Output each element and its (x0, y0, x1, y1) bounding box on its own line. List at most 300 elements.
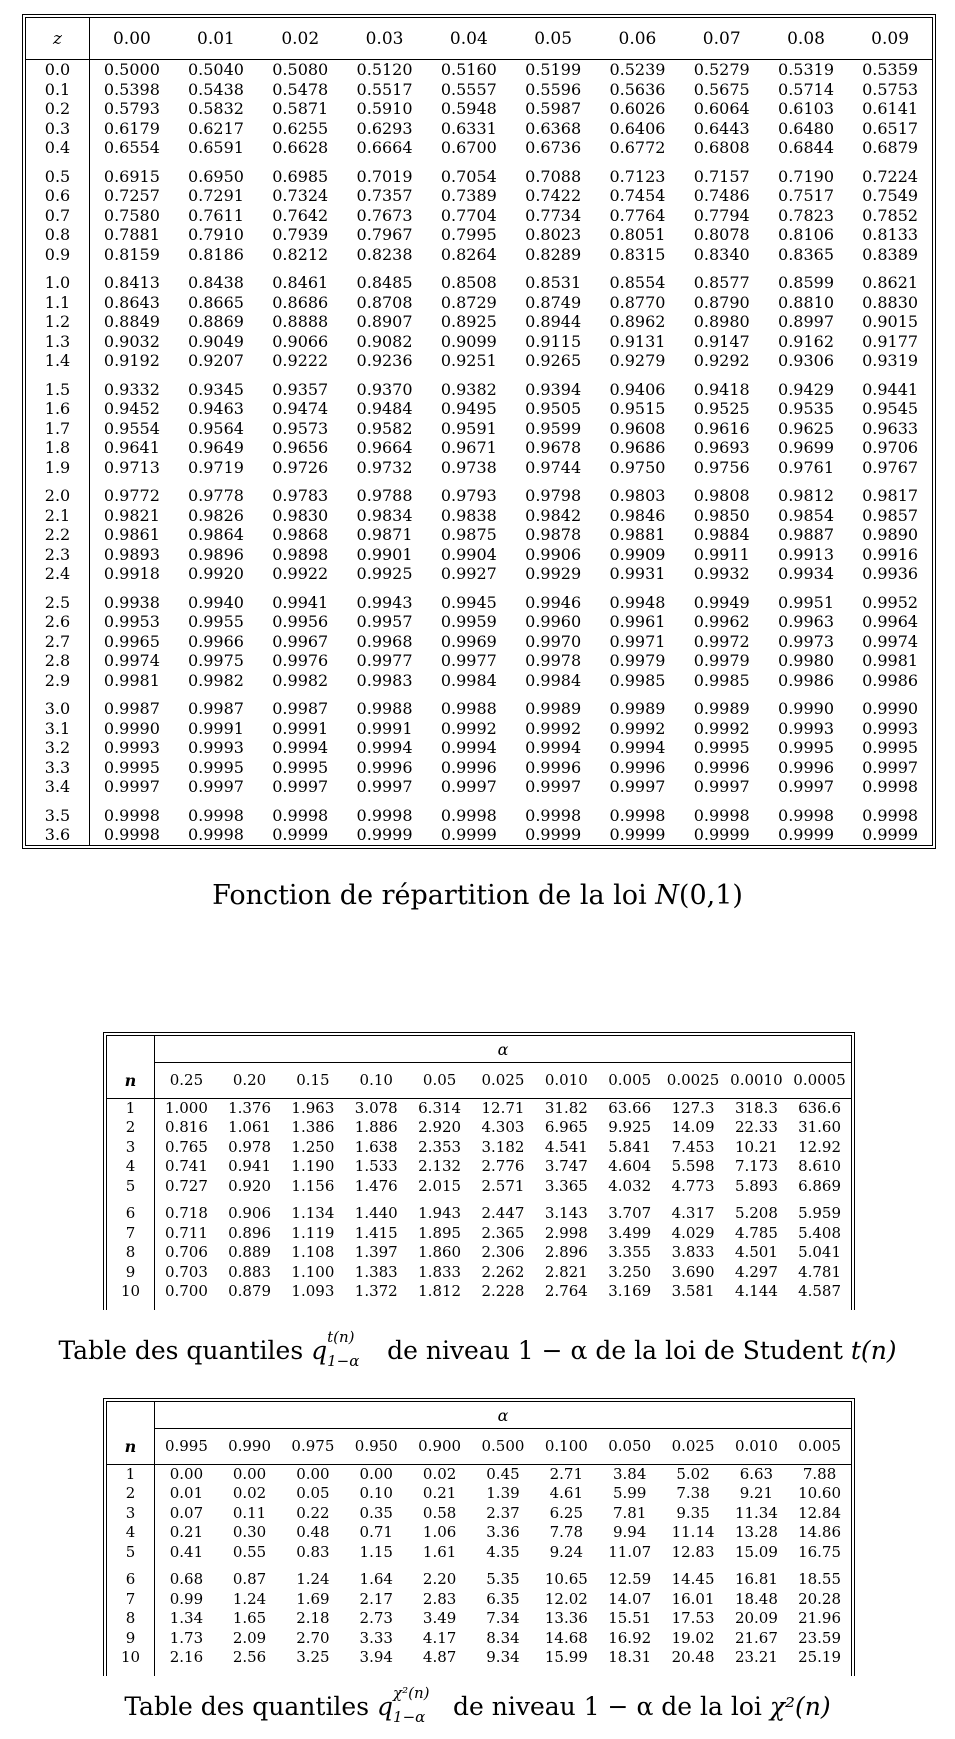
value-cell: 0.9484 (356, 399, 413, 418)
value-cell: 2.56 (232, 1648, 267, 1666)
value-cell: 0.700 (164, 1282, 208, 1300)
value-cell: 0.01 (169, 1484, 204, 1502)
value-cell: 0.9525 (693, 399, 750, 418)
value-cell: 0.7389 (440, 186, 497, 205)
quantile-superscript: t(n) (327, 1327, 355, 1346)
value-cell: 0.8315 (609, 244, 666, 264)
value-cell: 0.9985 (693, 670, 750, 690)
row-header: 1 (107, 1464, 155, 1484)
row-header: 0.6 (26, 186, 90, 206)
value-cell: 0.9997 (356, 777, 413, 796)
value-cell: 4.303 (481, 1118, 525, 1136)
column-header: 0.010 (725, 1429, 788, 1465)
table-row (26, 806, 933, 826)
value-cell: 16.75 (798, 1542, 842, 1561)
value-cell: 0.9997 (778, 777, 835, 796)
value-cell: 0.9857 (862, 505, 919, 525)
value-cell: 2.365 (481, 1223, 525, 1242)
value-cell: 0.5832 (187, 99, 244, 118)
value-cell: 1.383 (354, 1262, 398, 1281)
value-cell: 0.9394 (525, 379, 582, 399)
value-cell: 1.134 (291, 1204, 335, 1222)
group-gap (26, 264, 933, 273)
normal-table-wrapper (22, 14, 936, 849)
value-cell: 4.781 (798, 1262, 842, 1281)
value-cell: 0.9997 (272, 777, 329, 796)
value-cell: 0.8389 (862, 244, 919, 264)
table-row (26, 758, 933, 778)
value-cell: 0.9994 (356, 738, 413, 757)
value-cell: 15.09 (734, 1542, 778, 1561)
value-cell: 0.87 (232, 1570, 267, 1588)
value-cell: 11.34 (734, 1503, 778, 1522)
value-cell: 7.453 (671, 1137, 715, 1156)
value-cell: 13.28 (734, 1523, 778, 1541)
value-cell: 19.02 (671, 1628, 715, 1647)
value-cell: 1.440 (354, 1204, 398, 1222)
quantile-subscript: 1−α (393, 1708, 426, 1727)
value-cell: 1.886 (354, 1118, 398, 1136)
value-cell: 4.773 (671, 1176, 715, 1195)
value-cell: 0.9962 (693, 612, 750, 631)
value-cell: 1.000 (164, 1098, 208, 1117)
table-row (26, 167, 933, 187)
value-cell: 18.48 (734, 1589, 778, 1608)
value-cell: 0.816 (164, 1118, 208, 1136)
caption-math: χ²(n) (769, 1692, 831, 1721)
value-cell: 0.9998 (187, 805, 244, 825)
value-cell: 0.6808 (693, 138, 750, 157)
value-cell: 0.920 (228, 1176, 272, 1195)
table-row (107, 1523, 852, 1543)
value-cell: 0.9906 (525, 544, 582, 564)
value-cell: 12.83 (671, 1542, 715, 1561)
value-cell: 25.19 (798, 1648, 842, 1666)
value-cell: 0.879 (228, 1282, 272, 1300)
value-cell: 18.55 (798, 1570, 842, 1588)
value-cell: 0.9495 (440, 399, 497, 418)
value-cell: 0.9996 (356, 757, 413, 777)
column-header: 0.500 (471, 1429, 534, 1465)
quantile-superscript: χ²(n) (393, 1683, 430, 1702)
value-cell: 5.959 (798, 1204, 842, 1222)
column-header: 0.25 (155, 1063, 218, 1099)
row-header: 3.0 (26, 699, 90, 719)
value-cell: 0.9719 (187, 457, 244, 477)
value-cell: 0.7995 (440, 225, 497, 244)
value-cell: 0.6480 (778, 118, 835, 138)
value-cell: 2.17 (359, 1589, 393, 1608)
normal-law-symbol: N(0,1) (655, 880, 743, 911)
value-cell: 1.73 (169, 1628, 204, 1647)
value-cell: 2.353 (418, 1137, 462, 1156)
column-header: 0.07 (680, 18, 764, 60)
value-cell: 14.86 (798, 1523, 842, 1541)
value-cell: 0.7734 (525, 205, 582, 225)
student-table-caption (0, 1327, 955, 1371)
value-cell: 0.9995 (778, 738, 835, 757)
value-cell: 0.9979 (693, 651, 750, 670)
row-header: 4 (107, 1523, 155, 1543)
value-cell: 0.9793 (440, 486, 497, 505)
table-row (107, 1177, 852, 1197)
value-cell: 0.9699 (778, 438, 835, 457)
value-cell: 0.8944 (525, 312, 582, 331)
value-cell: 0.8461 (272, 273, 329, 292)
caption-text: Table des quantiles (124, 1692, 370, 1721)
row-header: 0.5 (26, 167, 90, 187)
value-cell: 0.9370 (356, 379, 413, 399)
row-header: 1.2 (26, 312, 90, 332)
value-cell: 0.9990 (862, 699, 919, 718)
value-cell: 0.727 (164, 1176, 208, 1195)
value-cell: 0.9463 (187, 399, 244, 418)
value-cell: 10.60 (798, 1484, 842, 1502)
table-row (107, 1098, 852, 1118)
value-cell: 0.9998 (103, 825, 160, 844)
value-cell: 0.8888 (272, 312, 329, 331)
value-cell: 0.8830 (862, 292, 919, 312)
value-cell: 4.61 (549, 1484, 584, 1502)
value-cell: 0.6331 (440, 118, 497, 138)
value-cell: 0.9999 (272, 825, 329, 844)
value-cell: 0.9994 (440, 738, 497, 757)
value-cell: 31.60 (798, 1118, 842, 1136)
tail-space (107, 1302, 852, 1310)
table-row (26, 458, 933, 478)
value-cell: 23.21 (734, 1648, 778, 1666)
value-cell: 0.9265 (525, 351, 582, 370)
value-cell: 1.156 (291, 1176, 335, 1195)
value-cell: 2.306 (481, 1243, 525, 1261)
value-cell: 1.812 (418, 1282, 462, 1300)
value-cell: 0.9996 (525, 757, 582, 777)
value-cell: 0.9999 (862, 825, 919, 844)
table-row (26, 312, 933, 332)
value-cell: 1.06 (422, 1523, 457, 1541)
value-cell: 5.99 (612, 1484, 647, 1502)
value-cell: 0.9989 (525, 699, 582, 718)
value-cell: 0.9996 (609, 757, 666, 777)
row-header: 1.4 (26, 351, 90, 371)
value-cell: 0.9345 (187, 379, 244, 399)
value-cell: 0.8665 (187, 292, 244, 312)
value-cell: 2.015 (418, 1176, 462, 1195)
value-cell: 0.8264 (440, 244, 497, 264)
value-cell: 0.5279 (693, 60, 750, 79)
value-cell: 0.9938 (103, 592, 160, 612)
value-cell: 0.9808 (693, 486, 750, 505)
table-row (26, 206, 933, 226)
value-cell: 0.9664 (356, 438, 413, 457)
table-row (26, 719, 933, 739)
row-header: 2 (107, 1118, 155, 1138)
value-cell: 12.02 (544, 1589, 588, 1608)
value-cell: 0.9934 (778, 564, 835, 583)
value-cell: 13.36 (544, 1609, 588, 1627)
value-cell: 0.9999 (609, 825, 666, 844)
value-cell: 0.5871 (272, 99, 329, 118)
value-cell: 8.34 (486, 1628, 520, 1647)
value-cell: 0.9991 (187, 718, 244, 738)
value-cell: 0.9931 (609, 564, 666, 583)
value-cell: 0.9988 (440, 699, 497, 718)
corner-blank (107, 1402, 155, 1429)
value-cell: 9.925 (608, 1118, 652, 1136)
value-cell: 0.9925 (356, 564, 413, 583)
value-cell: 1.943 (418, 1204, 462, 1222)
group-gap (26, 690, 933, 699)
value-cell: 0.9738 (440, 457, 497, 477)
table-row (26, 632, 933, 652)
value-cell: 20.09 (734, 1609, 778, 1627)
table-row (107, 1609, 852, 1629)
value-cell: 0.9783 (272, 486, 329, 505)
value-cell: 0.9767 (862, 457, 919, 477)
value-cell: 20.28 (798, 1589, 842, 1608)
table-row (26, 671, 933, 691)
value-cell: 0.9927 (440, 564, 497, 583)
value-cell: 0.9990 (103, 718, 160, 738)
value-cell: 1.24 (296, 1570, 330, 1588)
value-cell: 4.144 (734, 1282, 778, 1300)
value-cell: 0.9744 (525, 457, 582, 477)
column-header: 0.005 (788, 1429, 851, 1465)
value-cell: 0.9207 (187, 351, 244, 370)
value-cell: 1.100 (291, 1262, 335, 1281)
value-cell: 0.9066 (272, 331, 329, 351)
table-row (107, 1138, 852, 1158)
value-cell: 0.9995 (693, 738, 750, 757)
value-cell: 1.397 (354, 1243, 398, 1261)
row-header: 5 (107, 1543, 155, 1563)
row-header: 2.5 (26, 593, 90, 613)
column-header: 0.995 (155, 1429, 218, 1465)
value-cell: 1.64 (359, 1570, 393, 1588)
corner-header: z (26, 18, 90, 60)
table-row (107, 1118, 852, 1138)
caption-math: t(n) (850, 1336, 897, 1365)
value-cell: 0.7704 (440, 205, 497, 225)
value-cell: 0.9875 (440, 525, 497, 544)
value-cell: 0.9956 (272, 612, 329, 631)
value-cell: 0.30 (232, 1523, 267, 1541)
column-header: 0.0010 (725, 1063, 788, 1099)
value-cell: 5.02 (676, 1464, 710, 1483)
value-cell: 1.61 (422, 1542, 457, 1561)
row-header: 0.7 (26, 206, 90, 226)
value-cell: 0.9967 (272, 631, 329, 651)
value-cell: 0.9998 (272, 805, 329, 825)
row-header: 1.9 (26, 458, 90, 478)
value-cell: 127.3 (671, 1098, 715, 1117)
value-cell: 17.53 (671, 1609, 715, 1627)
value-cell: 0.9893 (103, 544, 160, 564)
column-header: 0.10 (345, 1063, 408, 1099)
value-cell: 2.896 (544, 1243, 588, 1261)
value-cell: 63.66 (608, 1098, 652, 1117)
value-cell: 3.690 (671, 1262, 715, 1281)
value-cell: 3.36 (486, 1523, 520, 1541)
value-cell: 12.71 (481, 1098, 525, 1117)
column-header: 0.15 (281, 1063, 344, 1099)
value-cell: 6.965 (544, 1118, 588, 1136)
value-cell: 0.9998 (187, 825, 244, 844)
table-row (26, 593, 933, 613)
value-cell: 1.69 (296, 1589, 330, 1608)
table-row (26, 525, 933, 545)
value-cell: 0.9192 (103, 351, 160, 370)
value-cell: 3.078 (354, 1098, 398, 1117)
value-cell: 11.07 (608, 1542, 652, 1561)
value-cell: 0.21 (422, 1484, 457, 1502)
value-cell: 2.776 (481, 1157, 525, 1175)
value-cell: 0.9981 (103, 670, 160, 690)
table-row (26, 612, 933, 632)
value-cell: 2.37 (486, 1503, 520, 1522)
value-cell: 0.7054 (440, 166, 497, 186)
value-cell: 0.9960 (525, 612, 582, 631)
value-cell: 0.9972 (693, 631, 750, 651)
chi2-table-wrapper (103, 1398, 855, 1676)
value-cell: 0.45 (486, 1464, 520, 1483)
row-header: 0.8 (26, 225, 90, 245)
value-cell: 0.41 (169, 1542, 204, 1561)
value-cell: 16.81 (734, 1570, 778, 1588)
tail-space (107, 1668, 852, 1676)
value-cell: 0.5596 (525, 79, 582, 99)
value-cell: 0.9999 (440, 825, 497, 844)
table-row (107, 1590, 852, 1610)
value-cell: 0.9940 (187, 592, 244, 612)
value-cell: 0.9633 (862, 418, 919, 438)
value-cell: 0.9834 (356, 505, 413, 525)
row-header: 0.1 (26, 80, 90, 100)
value-cell: 0.9994 (525, 738, 582, 757)
value-cell: 0.5948 (440, 99, 497, 118)
value-cell: 0.9979 (609, 651, 666, 670)
value-cell: 0.6879 (862, 138, 919, 157)
value-cell: 0.9996 (693, 757, 750, 777)
row-header: 2.0 (26, 486, 90, 506)
value-cell: 0.00 (359, 1464, 393, 1483)
value-cell: 10.65 (544, 1570, 588, 1588)
group-gap (107, 1196, 852, 1204)
value-cell: 0.978 (228, 1137, 272, 1156)
value-cell: 0.6406 (609, 118, 666, 138)
quantile-symbol: q χ²(n) 1−α (377, 1683, 430, 1727)
value-cell: 5.841 (608, 1137, 652, 1156)
group-gap (26, 477, 933, 486)
value-cell: 0.8621 (862, 273, 919, 292)
value-cell: 4.297 (734, 1262, 778, 1281)
value-cell: 2.20 (422, 1570, 457, 1588)
column-header: 0.010 (535, 1063, 598, 1099)
row-header: 2 (107, 1484, 155, 1504)
value-cell: 4.35 (486, 1542, 520, 1561)
value-cell: 2.447 (481, 1204, 525, 1222)
row-header: 3 (107, 1504, 155, 1524)
value-cell: 0.99 (169, 1589, 204, 1608)
table-row (107, 1484, 852, 1504)
value-cell: 0.5120 (356, 60, 413, 79)
table-row (107, 1464, 852, 1484)
value-cell: 0.7422 (525, 186, 582, 205)
value-cell: 0.9936 (862, 564, 919, 583)
value-cell: 0.9826 (187, 505, 244, 525)
value-cell: 0.703 (164, 1262, 208, 1281)
value-cell: 0.9951 (778, 592, 835, 612)
column-header: 0.01 (174, 18, 258, 60)
value-cell: 0.8810 (778, 292, 835, 312)
value-cell: 0.9713 (103, 457, 160, 477)
value-cell: 0.9985 (609, 670, 666, 690)
alpha-header: α (155, 1402, 852, 1429)
value-cell: 2.228 (481, 1282, 525, 1300)
value-cell: 7.38 (676, 1484, 710, 1502)
value-cell: 0.8749 (525, 292, 582, 312)
value-cell: 0.7910 (187, 225, 244, 244)
value-cell: 0.9994 (272, 738, 329, 757)
value-cell: 0.9941 (272, 592, 329, 612)
value-cell: 0.9817 (862, 486, 919, 505)
value-cell: 0.6293 (356, 118, 413, 138)
value-cell: 1.895 (418, 1223, 462, 1242)
value-cell: 0.9984 (440, 670, 497, 690)
value-cell: 0.8365 (778, 244, 835, 264)
value-cell: 9.24 (549, 1542, 584, 1561)
value-cell: 0.9968 (356, 631, 413, 651)
value-cell: 0.9798 (525, 486, 582, 505)
value-cell: 0.5319 (778, 60, 835, 79)
value-cell: 2.571 (481, 1176, 525, 1195)
value-cell: 1.65 (232, 1609, 267, 1627)
value-cell: 0.9993 (103, 738, 160, 757)
value-cell: 0.6628 (272, 138, 329, 157)
value-cell: 0.8438 (187, 273, 244, 292)
value-cell: 0.9474 (272, 399, 329, 418)
value-cell: 1.372 (354, 1282, 398, 1300)
table-row (26, 138, 933, 158)
value-cell: 0.9977 (440, 651, 497, 670)
value-cell: 0.941 (228, 1157, 272, 1175)
value-cell: 0.9830 (272, 505, 329, 525)
value-cell: 3.581 (671, 1282, 715, 1300)
table-row (26, 825, 933, 845)
row-header: 2.8 (26, 651, 90, 671)
value-cell: 0.5910 (356, 99, 413, 118)
row-header: 9 (107, 1263, 155, 1283)
value-cell: 0.8078 (693, 225, 750, 244)
value-cell: 0.6985 (272, 166, 329, 186)
row-header: 7 (107, 1224, 155, 1244)
value-cell: 0.5636 (609, 79, 666, 99)
table-row (26, 506, 933, 526)
value-cell: 0.9974 (103, 651, 160, 670)
value-cell: 0.8413 (103, 273, 160, 292)
column-header: 0.05 (511, 18, 595, 60)
value-cell: 0.9929 (525, 564, 582, 583)
value-cell: 8.610 (798, 1157, 842, 1175)
value-cell: 0.7088 (525, 166, 582, 186)
column-header: 0.06 (595, 18, 679, 60)
caption-text: de niveau 1 − α de la loi (452, 1692, 762, 1721)
value-cell: 16.92 (608, 1628, 652, 1647)
value-cell: 15.99 (544, 1648, 588, 1666)
column-header: 0.950 (345, 1429, 408, 1465)
value-cell: 0.8869 (187, 312, 244, 331)
value-cell: 0.8186 (187, 244, 244, 264)
